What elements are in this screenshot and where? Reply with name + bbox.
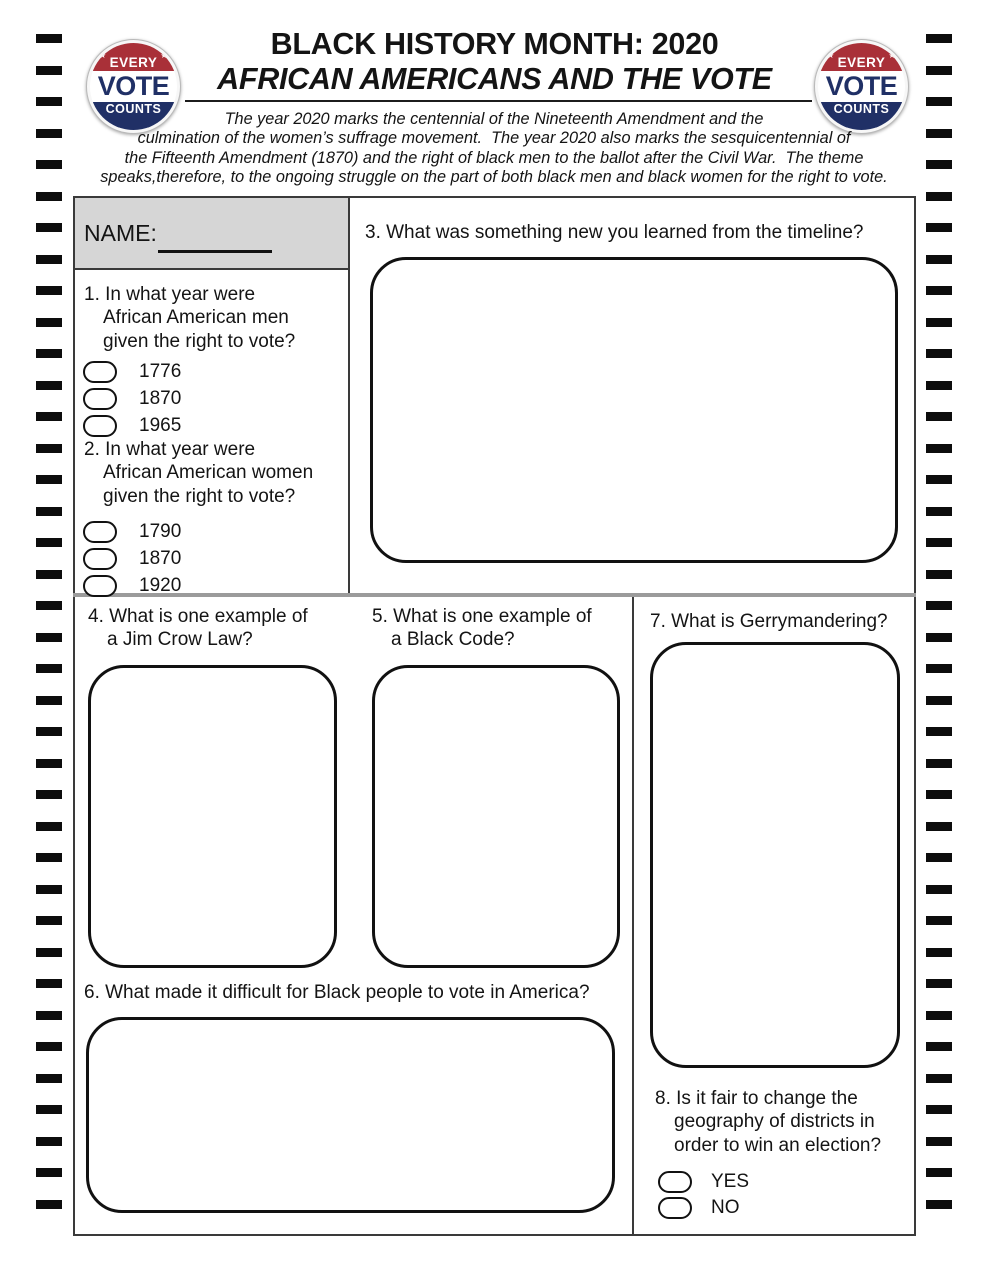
star-icon: ★	[160, 50, 169, 60]
timing-mark	[36, 381, 62, 390]
timing-mark	[36, 1200, 62, 1209]
intro-paragraph	[0, 110, 988, 188]
timing-mark	[36, 727, 62, 736]
timing-mark	[926, 601, 952, 610]
timing-mark	[36, 192, 62, 201]
column-divider-bottom	[632, 597, 634, 1236]
badge-top-text: EVERY	[837, 54, 886, 70]
q2-option-bubble-1870[interactable]	[83, 548, 117, 570]
timing-mark	[926, 790, 952, 799]
timing-mark	[36, 66, 62, 75]
timing-mark	[926, 381, 952, 390]
timing-mark	[926, 412, 952, 421]
timing-mark	[926, 255, 952, 264]
timing-mark	[926, 444, 952, 453]
timing-mark	[36, 223, 62, 232]
q1-option-bubble-1776[interactable]	[83, 361, 117, 383]
timing-mark	[36, 412, 62, 421]
q8-option-bubble-no[interactable]	[658, 1197, 692, 1219]
question-3: 3. What was something new you learned from the timeline?	[365, 222, 864, 243]
timing-mark	[36, 790, 62, 799]
question-8-line: geography of districts in	[674, 1111, 875, 1133]
question-1	[84, 283, 295, 353]
badge-top-text: EVERY	[109, 54, 158, 70]
name-label: NAME:	[84, 220, 157, 246]
q8-option-row	[658, 1196, 740, 1219]
timing-mark	[926, 97, 952, 106]
q2-option-row	[83, 574, 181, 597]
q1-option-bubble-1965[interactable]	[83, 415, 117, 437]
question-2-line: given the right to vote?	[103, 485, 296, 507]
question-5-line: 5. What is one example of	[372, 606, 592, 627]
star-icon: ★	[826, 50, 835, 60]
question-2-line: African American women	[103, 462, 314, 484]
q8-option-bubble-yes[interactable]	[658, 1171, 692, 1193]
timing-mark	[36, 1042, 62, 1051]
q8-option-label: NO	[711, 1197, 740, 1218]
timing-mark	[926, 1137, 952, 1146]
timing-mark	[926, 318, 952, 327]
question-2-line: 2. In what year were	[84, 439, 256, 460]
timing-mark	[926, 1011, 952, 1020]
page-subtitle: AFRICAN AMERICANS AND THE VOTE	[217, 62, 772, 96]
star-icon: ★	[98, 50, 107, 60]
timing-mark	[36, 475, 62, 484]
timing-mark	[36, 664, 62, 673]
timing-mark	[36, 570, 62, 579]
timing-mark	[36, 1168, 62, 1177]
question-2	[84, 438, 313, 508]
timing-mark	[36, 759, 62, 768]
column-divider-top	[348, 196, 350, 597]
timing-mark	[926, 34, 952, 43]
star-icon: ★	[888, 50, 897, 60]
timing-mark	[36, 349, 62, 358]
timing-mark	[926, 66, 952, 75]
question-6: 6. What made it difficult for Black people to vote in America?	[84, 982, 590, 1003]
timing-mark	[926, 1168, 952, 1177]
timing-mark	[36, 34, 62, 43]
q2-option-label: 1920	[139, 575, 182, 596]
timing-mark	[36, 444, 62, 453]
star-icon: ★	[164, 113, 173, 123]
q2-option-row	[83, 547, 181, 570]
timing-mark	[36, 538, 62, 547]
q1-option-row	[83, 387, 181, 410]
timing-mark	[926, 192, 952, 201]
page-title: BLACK HISTORY MONTH: 2020	[270, 27, 719, 61]
timing-mark	[36, 948, 62, 957]
timing-mark	[926, 948, 952, 957]
timing-mark	[926, 538, 952, 547]
timing-mark	[36, 885, 62, 894]
timing-marks-right	[926, 0, 952, 1278]
question-5	[372, 605, 592, 652]
timing-mark	[926, 916, 952, 925]
q1-option-bubble-1870[interactable]	[83, 388, 117, 410]
question-7: 7. What is Gerrymandering?	[650, 611, 888, 632]
timing-mark	[926, 853, 952, 862]
intro-line: The year 2020 marks the centennial of the Nineteenth Amendment and the	[224, 110, 764, 128]
q7-answer-box[interactable]	[650, 642, 900, 1068]
timing-mark	[36, 286, 62, 295]
name-input-line[interactable]	[158, 250, 272, 253]
q8-option-row	[658, 1170, 749, 1193]
timing-mark	[36, 507, 62, 516]
question-1-line: African American men	[103, 307, 289, 329]
timing-mark	[926, 633, 952, 642]
badge-middle-text: VOTE	[90, 71, 177, 102]
question-1-line: given the right to vote?	[103, 330, 296, 352]
timing-mark	[36, 97, 62, 106]
badge-bottom-text: COUNTS	[105, 102, 162, 117]
question-8-line: 8. Is it fair to change the	[655, 1088, 858, 1109]
intro-line: culmination of the women’s suffrage movement. The year 2020 also marks the sesquicentennial of	[137, 129, 851, 148]
timing-mark	[36, 822, 62, 831]
star-icon: ★	[892, 113, 901, 123]
badge-bottom-text: COUNTS	[833, 102, 890, 117]
timing-mark	[926, 727, 952, 736]
timing-mark	[926, 223, 952, 232]
question-4-line: 4. What is one example of	[88, 606, 308, 627]
timing-mark	[926, 759, 952, 768]
timing-mark	[36, 318, 62, 327]
q3-answer-box[interactable]	[370, 257, 898, 563]
header-divider	[185, 100, 812, 102]
timing-mark	[36, 1137, 62, 1146]
q2-option-row	[83, 520, 181, 543]
q1-option-label: 1776	[139, 361, 182, 382]
question-8-line: order to win an election?	[674, 1134, 882, 1156]
question-4	[88, 605, 308, 652]
timing-mark	[36, 979, 62, 988]
timing-mark	[36, 1011, 62, 1020]
timing-mark	[926, 570, 952, 579]
question-1-line: 1. In what year were	[84, 284, 256, 305]
timing-mark	[36, 916, 62, 925]
timing-mark	[926, 664, 952, 673]
intro-line: speaks,therefore, to the ongoing struggle on the part of both black men and black women for the right to vote.	[100, 168, 888, 187]
question-4-line: a Jim Crow Law?	[107, 629, 253, 651]
question-8	[655, 1087, 881, 1157]
q1-option-row	[83, 360, 181, 383]
timing-mark	[926, 349, 952, 358]
timing-mark	[926, 885, 952, 894]
section-divider	[73, 593, 916, 597]
timing-mark	[36, 853, 62, 862]
timing-mark	[926, 1042, 952, 1051]
timing-mark	[36, 1105, 62, 1114]
q5-answer-box[interactable]	[372, 665, 620, 968]
timing-mark	[36, 633, 62, 642]
timing-mark	[36, 696, 62, 705]
q1-option-label: 1965	[139, 415, 182, 436]
timing-marks-left	[36, 0, 62, 1278]
timing-mark	[926, 696, 952, 705]
timing-mark	[926, 1200, 952, 1209]
timing-mark	[36, 1074, 62, 1083]
q6-answer-box[interactable]	[86, 1017, 615, 1213]
star-icon: ★	[822, 113, 831, 123]
badge-middle-text: VOTE	[818, 71, 905, 102]
timing-mark	[926, 1105, 952, 1114]
q1-option-label: 1870	[139, 388, 182, 409]
q8-option-label: YES	[711, 1171, 750, 1192]
timing-mark	[926, 822, 952, 831]
timing-mark	[926, 475, 952, 484]
q2-option-label: 1790	[139, 521, 182, 542]
q2-option-label: 1870	[139, 548, 182, 569]
q1-option-row	[83, 414, 181, 437]
timing-mark	[926, 286, 952, 295]
q2-option-bubble-1920[interactable]	[83, 575, 117, 597]
star-icon: ★	[94, 113, 103, 123]
timing-mark	[926, 507, 952, 516]
question-5-line: a Black Code?	[391, 629, 515, 651]
timing-mark	[926, 1074, 952, 1083]
timing-mark	[36, 255, 62, 264]
q4-answer-box[interactable]	[88, 665, 337, 968]
intro-line: the Fifteenth Amendment (1870) and the right of black men to the ballot after the Civil War. The theme	[124, 148, 864, 167]
timing-mark	[926, 979, 952, 988]
timing-mark	[36, 601, 62, 610]
q2-option-bubble-1790[interactable]	[83, 521, 117, 543]
